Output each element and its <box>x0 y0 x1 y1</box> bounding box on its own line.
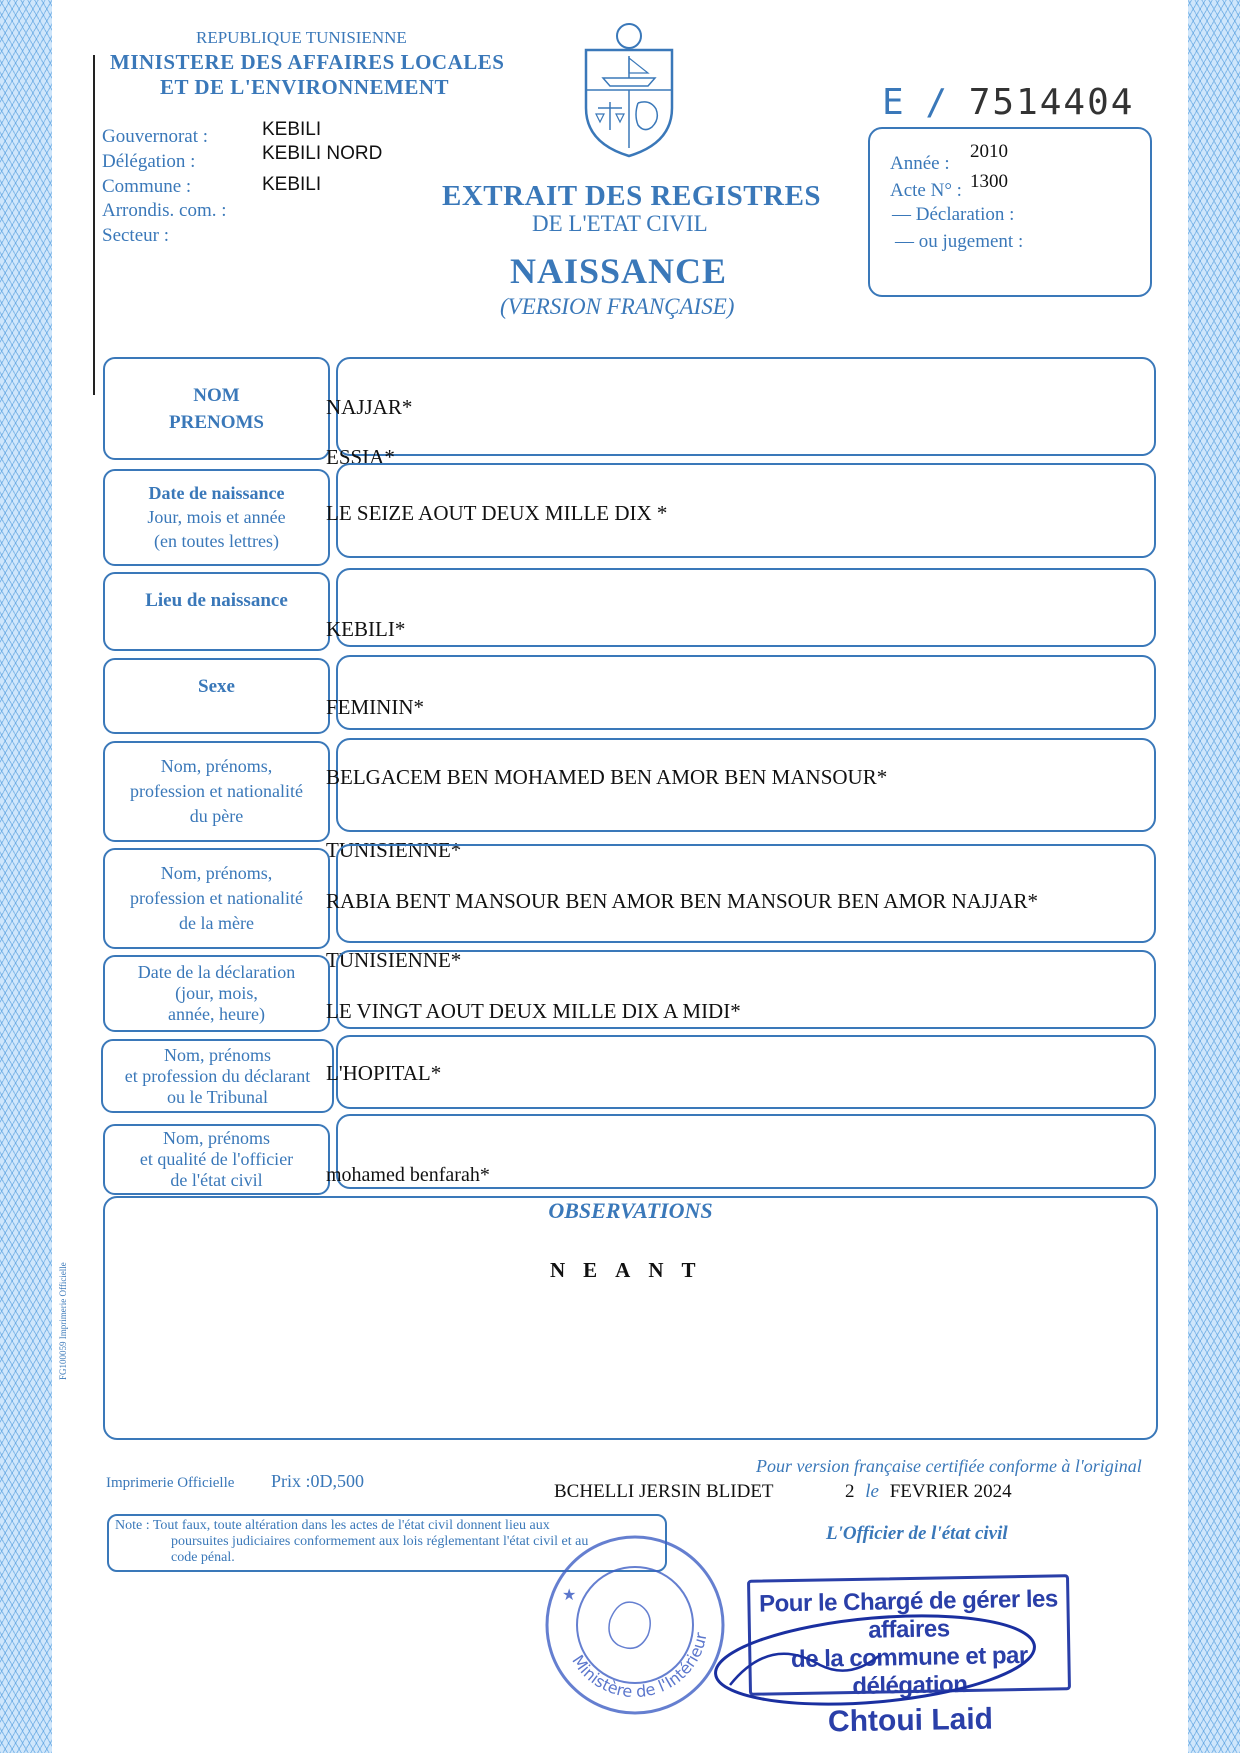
gouvernorat-label: Gouvernorat : <box>102 126 209 147</box>
security-border-left <box>0 0 52 1753</box>
officier-label-line3: de l'état civil <box>170 1170 263 1190</box>
pere-value: BELGACEM BEN MOHAMED BEN AMOR BEN MANSOUR* <box>326 765 888 789</box>
observations-title: OBSERVATIONS <box>548 1198 713 1223</box>
version-label: (VERSION FRANÇAISE) <box>500 294 735 319</box>
serial-prefix: E / <box>882 82 948 123</box>
sexe-value-box <box>336 655 1156 730</box>
declaration-date-label-line1: Date de la déclaration <box>137 962 296 982</box>
commune-label: Commune : <box>102 176 192 197</box>
mere-value: RABIA BENT MANSOUR BEN AMOR BEN MANSOUR BEN AMOR NAJJAR* <box>326 889 1038 913</box>
act-type-title: NAISSANCE <box>510 251 728 291</box>
stamp-line1: Pour le Chargé de gérer les affaires <box>758 1585 1058 1644</box>
legal-note-line2: poursuites judiciaires conformement aux lois réglementant l'état civil et au <box>171 1534 589 1549</box>
officier-label-box <box>103 1124 330 1195</box>
mere-label-line3: de la mère <box>179 913 254 933</box>
ministry-line2: ET DE L'ENVIRONNEMENT <box>160 75 449 99</box>
declarant-value-box <box>336 1035 1156 1109</box>
date-naissance-label-box <box>103 469 330 566</box>
declaration-date-value: LE VINGT AOUT DEUX MILLE DIX A MIDI* <box>326 999 741 1023</box>
prenoms-label: PRENOMS <box>169 411 264 433</box>
lieu-naissance-label: Lieu de naissance <box>145 590 288 611</box>
commune-value: KEBILI <box>262 174 322 195</box>
nom-label: NOM <box>193 384 240 406</box>
gouvernorat-value: KEBILI <box>262 119 322 140</box>
declarant-label-line3: ou le Tribunal <box>166 1086 268 1107</box>
lieu-naissance-value: KEBILI* <box>326 617 406 641</box>
margin-line <box>93 55 95 395</box>
pere-label-line3: du père <box>189 806 244 826</box>
sexe-label-box <box>103 658 330 734</box>
serial-value: 7514404 <box>968 82 1135 123</box>
issue-day: 2 <box>845 1481 855 1502</box>
acte-label: Acte N° : <box>890 180 962 201</box>
pere-label-line2: profession et nationalité <box>130 781 303 801</box>
signature-icon <box>700 1600 1040 1720</box>
nom-prenoms-label-box <box>103 357 330 460</box>
price-label: Prix :0D,500 <box>271 1471 365 1491</box>
mere-label-line2: profession et nationalité <box>130 888 303 908</box>
delegation-label: Délégation : <box>102 151 196 172</box>
pere-nationality: TUNISIENNE* <box>326 838 462 862</box>
stamp-line3: Chtoui Laid <box>827 1702 994 1739</box>
delegation-value: KEBILI NORD <box>262 143 383 164</box>
declaration-date-label-line2: (jour, mois, <box>175 983 258 1003</box>
acte-value: 1300 <box>970 171 1008 192</box>
document-subtitle: DE L'ETAT CIVIL <box>532 211 708 236</box>
lieu-naissance-label-box <box>103 572 330 651</box>
pere-label-box <box>103 741 330 842</box>
nom-prenoms-value-box <box>336 357 1156 456</box>
svg-text:Ministère de l'Intérieur <box>568 1631 710 1701</box>
issue-date <box>845 1481 1012 1503</box>
mere-label-line1: Nom, prénoms, <box>160 863 273 883</box>
officier-value: mohamed benfarah* <box>326 1164 490 1186</box>
arrondissement-label: Arrondis. com. : <box>102 200 227 221</box>
legal-note-line1: Note : Tout faux, toute altération dans les actes de l'état civil donnent lieu aux <box>115 1518 550 1533</box>
mere-label-box <box>103 848 330 949</box>
coat-of-arms-icon <box>578 18 680 158</box>
sexe-value: FEMININ* <box>326 695 424 719</box>
officier-label-line1: Nom, prénoms <box>163 1128 270 1148</box>
serial-number <box>882 82 1134 123</box>
imprimerie-label: Imprimerie Officielle <box>106 1475 235 1491</box>
jugement-label: — ou jugement : <box>895 231 1024 252</box>
date-naissance-hint1: Jour, mois et année <box>147 507 286 527</box>
stamp-line2: de la commune et par délégation <box>790 1641 1028 1700</box>
declarant-label-box <box>101 1039 334 1113</box>
security-border-right <box>1188 0 1240 1753</box>
ministry-line1: MINISTERE DES AFFAIRES LOCALES <box>110 50 505 74</box>
declarant-label-line2: et profession du déclarant <box>124 1065 311 1086</box>
officer-title: L'Officier de l'état civil <box>826 1523 1008 1544</box>
date-naissance-label: Date de naissance <box>148 483 285 503</box>
date-naissance-hint2: (en toutes lettres) <box>154 531 279 551</box>
mere-nationality: TUNISIENNE* <box>326 948 462 972</box>
sexe-label: Sexe <box>198 675 235 697</box>
prenom-value: ESSIA* <box>326 445 395 469</box>
issue-le: le <box>865 1481 879 1502</box>
observations-box <box>103 1196 1158 1440</box>
printer-code: FG100059 Imprimerie Officielle <box>58 1262 68 1380</box>
annee-value: 2010 <box>970 141 1008 162</box>
round-stamp-text: Ministère de l'Intérieur <box>568 1631 711 1702</box>
declarant-label-line1: Nom, prénoms <box>164 1044 271 1065</box>
date-naissance-value: LE SEIZE AOUT DEUX MILLE DIX * <box>326 501 668 525</box>
issue-month-year: FEVRIER 2024 <box>889 1481 1012 1502</box>
pere-label-line1: Nom, prénoms, <box>160 756 273 776</box>
document-title: EXTRAIT DES REGISTRES <box>442 180 822 212</box>
declaration-date-label-box <box>103 955 330 1032</box>
republic-label: REPUBLIQUE TUNISIENNE <box>196 28 407 47</box>
secteur-label: Secteur : <box>102 225 170 246</box>
legal-note-line3: code pénal. <box>171 1550 235 1565</box>
svg-text:★: ★ <box>562 1587 577 1604</box>
declarant-value: L'HOPITAL* <box>326 1061 442 1085</box>
lieu-naissance-value-box <box>336 568 1156 647</box>
issue-place: BCHELLI JERSIN BLIDET <box>554 1481 774 1502</box>
declaration-label: — Déclaration : <box>892 204 1015 225</box>
declaration-date-label-line3: année, heure) <box>168 1004 265 1024</box>
nom-value: NAJJAR* <box>326 395 413 419</box>
officier-label-line2: et qualité de l'officier <box>139 1149 294 1169</box>
certification-text: Pour version française certifiée conforme à l'original <box>756 1456 1142 1476</box>
act-reference-box <box>868 127 1152 297</box>
annee-label: Année : <box>890 153 950 174</box>
observations-value: NEANT <box>550 1258 714 1282</box>
